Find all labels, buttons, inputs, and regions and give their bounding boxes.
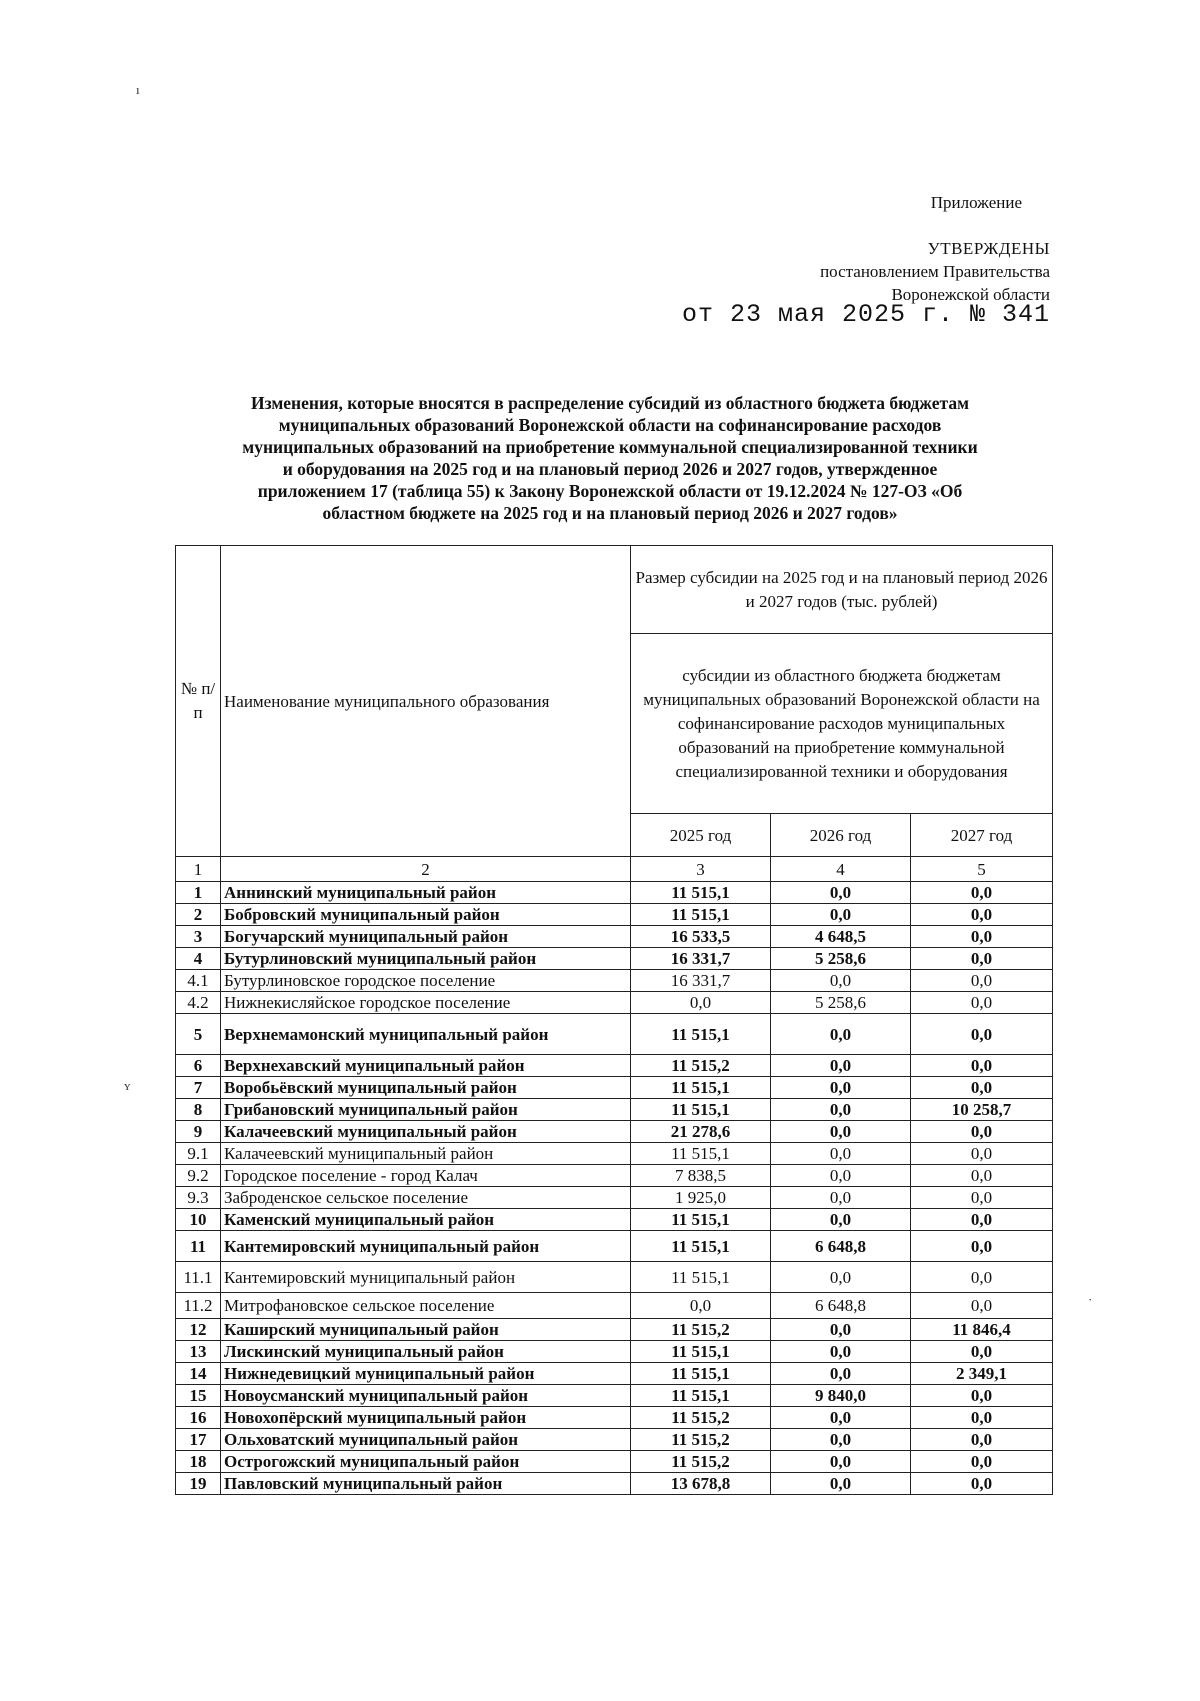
value-2026: 6 648,8 xyxy=(771,1231,911,1262)
row-name: Каменский муниципальный район xyxy=(221,1209,631,1231)
row-name: Лискинский муниципальный район xyxy=(221,1341,631,1363)
row-number: 11 xyxy=(176,1231,221,1262)
table-row xyxy=(176,1231,1053,1262)
value-2027: 0,0 xyxy=(911,1055,1053,1077)
year-header: 2025 год xyxy=(631,814,771,857)
value-2027: 0,0 xyxy=(911,926,1053,948)
table-row xyxy=(176,1209,1053,1231)
row-number: 7 xyxy=(176,1077,221,1099)
table-row xyxy=(176,1143,1053,1165)
value-2026: 0,0 xyxy=(771,1143,911,1165)
value-2025: 11 515,1 xyxy=(631,1143,771,1165)
table-row xyxy=(176,1077,1053,1099)
value-2027: 0,0 xyxy=(911,1209,1053,1231)
value-2027: 0,0 xyxy=(911,1121,1053,1143)
value-2027: 0,0 xyxy=(911,1341,1053,1363)
row-name: Грибановский муниципальный район xyxy=(221,1099,631,1121)
value-2025: 11 515,1 xyxy=(631,1231,771,1262)
table-row xyxy=(176,1385,1053,1407)
value-2027: 0,0 xyxy=(911,970,1053,992)
value-2025: 21 278,6 xyxy=(631,1121,771,1143)
subsidy-table xyxy=(175,545,1053,1495)
value-2026: 6 648,8 xyxy=(771,1293,911,1319)
value-2026: 0,0 xyxy=(771,1077,911,1099)
value-2025: 0,0 xyxy=(631,992,771,1014)
value-2027: 0,0 xyxy=(911,1451,1053,1473)
value-2025: 11 515,1 xyxy=(631,1077,771,1099)
subgroup-header: субсидии из областного бюджета бюджетам муниципальных образований Воронежской области на софинансирование расходов муниципальных образований на приобретение коммунальной специализированной техники и оборудования xyxy=(631,634,1053,814)
row-number: 13 xyxy=(176,1341,221,1363)
value-2025: 16 331,7 xyxy=(631,970,771,992)
col-name-header: Наименование муниципального образования xyxy=(221,546,631,857)
title-line: и оборудования на 2025 год и на плановый период 2026 и 2027 годов, утвержденное xyxy=(282,459,938,479)
group-header: Размер субсидии на 2025 год и на плановый период 2026 и 2027 годов (тыс. рублей) xyxy=(631,546,1053,634)
table-row xyxy=(176,1363,1053,1385)
value-2025: 11 515,1 xyxy=(631,1099,771,1121)
row-number: 15 xyxy=(176,1385,221,1407)
value-2027: 0,0 xyxy=(911,1429,1053,1451)
value-2027: 0,0 xyxy=(911,1231,1053,1262)
approved-word: УТВЕРЖДЕНЫ xyxy=(927,239,1050,258)
title-line: областном бюджете на 2025 год и на плановый период 2026 и 2027 годов» xyxy=(322,503,898,523)
value-2026: 0,0 xyxy=(771,1055,911,1077)
value-2027: 0,0 xyxy=(911,1077,1053,1099)
value-2026: 5 258,6 xyxy=(771,948,911,970)
table-row xyxy=(176,1165,1053,1187)
row-name: Ольховатский муниципальный район xyxy=(221,1429,631,1451)
table-row xyxy=(176,1187,1053,1209)
row-name: Нижнедевицкий муниципальный район xyxy=(221,1363,631,1385)
value-2026: 4 648,5 xyxy=(771,926,911,948)
row-number: 17 xyxy=(176,1429,221,1451)
value-2027: 0,0 xyxy=(911,1014,1053,1055)
title-line: Изменения, которые вносятся в распределение субсидий из областного бюджета бюджетам xyxy=(250,393,970,413)
title-line: муниципальных образований Воронежской области на софинансирование расходов xyxy=(278,415,942,435)
row-number: 3 xyxy=(176,926,221,948)
document-title xyxy=(180,392,1040,524)
value-2025: 11 515,1 xyxy=(631,882,771,904)
row-name: Заброденское сельское поселение xyxy=(221,1187,631,1209)
value-2027: 0,0 xyxy=(911,948,1053,970)
row-name: Бобровский муниципальный район xyxy=(221,904,631,926)
value-2025: 11 515,1 xyxy=(631,904,771,926)
approved-line-2: Воронежской области xyxy=(891,285,1050,304)
value-2025: 16 533,5 xyxy=(631,926,771,948)
approval-block xyxy=(820,237,1050,306)
column-index: 1 xyxy=(176,857,221,882)
col-number-header: № п/п xyxy=(176,546,221,857)
row-name: Новоусманский муниципальный район xyxy=(221,1385,631,1407)
row-number: 2 xyxy=(176,904,221,926)
value-2025: 11 515,2 xyxy=(631,1429,771,1451)
row-name: Аннинский муниципальный район xyxy=(221,882,631,904)
table-row xyxy=(176,904,1053,926)
table-row xyxy=(176,926,1053,948)
appendix-label: Приложение xyxy=(930,193,1022,212)
table-row xyxy=(176,1014,1053,1055)
value-2026: 0,0 xyxy=(771,1319,911,1341)
row-name: Новохопёрский муниципальный район xyxy=(221,1407,631,1429)
value-2026: 0,0 xyxy=(771,1165,911,1187)
value-2027: 0,0 xyxy=(911,1262,1053,1293)
title-line: муниципальных образований на приобретение коммунальной специализированной техники xyxy=(242,437,978,457)
row-name: Богучарский муниципальный район xyxy=(221,926,631,948)
column-index: 3 xyxy=(631,857,771,882)
row-name: Верхнехавский муниципальный район xyxy=(221,1055,631,1077)
table-row xyxy=(176,1099,1053,1121)
value-2026: 0,0 xyxy=(771,904,911,926)
row-name: Кантемировский муниципальный район xyxy=(221,1231,631,1262)
value-2026: 0,0 xyxy=(771,1014,911,1055)
row-number: 1 xyxy=(176,882,221,904)
row-name: Воробьёвский муниципальный район xyxy=(221,1077,631,1099)
table-row xyxy=(176,992,1053,1014)
row-name: Калачеевский муниципальный район xyxy=(221,1143,631,1165)
scan-mark-top: ı xyxy=(136,82,140,97)
value-2027: 0,0 xyxy=(911,1385,1053,1407)
value-2025: 16 331,7 xyxy=(631,948,771,970)
value-2027: 2 349,1 xyxy=(911,1363,1053,1385)
value-2026: 0,0 xyxy=(771,1099,911,1121)
row-number: 11.2 xyxy=(176,1293,221,1319)
decree-stamp: от 23 мая 2025 г. № 341 xyxy=(681,300,1050,329)
row-number: 9 xyxy=(176,1121,221,1143)
row-name: Кантемировский муниципальный район xyxy=(221,1262,631,1293)
value-2026: 0,0 xyxy=(771,1451,911,1473)
value-2027: 0,0 xyxy=(911,1293,1053,1319)
table-row xyxy=(176,1429,1053,1451)
value-2025: 0,0 xyxy=(631,1293,771,1319)
value-2027: 0,0 xyxy=(911,882,1053,904)
column-index-row xyxy=(176,857,1053,882)
column-index: 2 xyxy=(221,857,631,882)
value-2027: 0,0 xyxy=(911,1407,1053,1429)
value-2025: 11 515,1 xyxy=(631,1363,771,1385)
table-row xyxy=(176,948,1053,970)
row-number: 9.1 xyxy=(176,1143,221,1165)
table-row xyxy=(176,1055,1053,1077)
row-number: 19 xyxy=(176,1473,221,1495)
row-number: 11.1 xyxy=(176,1262,221,1293)
value-2025: 11 515,1 xyxy=(631,1262,771,1293)
value-2027: 0,0 xyxy=(911,1143,1053,1165)
value-2026: 5 258,6 xyxy=(771,992,911,1014)
table-row xyxy=(176,1121,1053,1143)
row-name: Бутурлиновское городское поселение xyxy=(221,970,631,992)
row-number: 9.3 xyxy=(176,1187,221,1209)
row-name: Каширский муниципальный район xyxy=(221,1319,631,1341)
value-2025: 1 925,0 xyxy=(631,1187,771,1209)
value-2027: 0,0 xyxy=(911,904,1053,926)
table-row xyxy=(176,882,1053,904)
value-2026: 0,0 xyxy=(771,1363,911,1385)
row-number: 6 xyxy=(176,1055,221,1077)
value-2026: 0,0 xyxy=(771,1121,911,1143)
value-2026: 9 840,0 xyxy=(771,1385,911,1407)
row-number: 4.1 xyxy=(176,970,221,992)
value-2027: 10 258,7 xyxy=(911,1099,1053,1121)
value-2027: 0,0 xyxy=(911,1473,1053,1495)
table-row xyxy=(176,1319,1053,1341)
value-2025: 11 515,2 xyxy=(631,1055,771,1077)
value-2027: 0,0 xyxy=(911,992,1053,1014)
row-name: Павловский муниципальный район xyxy=(221,1473,631,1495)
row-name: Бутурлиновский муниципальный район xyxy=(221,948,631,970)
row-number: 8 xyxy=(176,1099,221,1121)
row-number: 18 xyxy=(176,1451,221,1473)
table-row xyxy=(176,1293,1053,1319)
row-number: 12 xyxy=(176,1319,221,1341)
row-number: 4 xyxy=(176,948,221,970)
value-2027: 11 846,4 xyxy=(911,1319,1053,1341)
value-2026: 0,0 xyxy=(771,882,911,904)
table-row xyxy=(176,1407,1053,1429)
value-2026: 0,0 xyxy=(771,1262,911,1293)
value-2025: 11 515,1 xyxy=(631,1014,771,1055)
scan-mark-left: ʏ xyxy=(124,1078,131,1093)
row-name: Острогожский муниципальный район xyxy=(221,1451,631,1473)
title-line: приложением 17 (таблица 55) к Закону Воронежской области от 19.12.2024 № 127-ОЗ «Об xyxy=(257,481,963,501)
value-2026: 0,0 xyxy=(771,1187,911,1209)
header-row-1 xyxy=(176,546,1053,634)
row-number: 14 xyxy=(176,1363,221,1385)
year-header: 2027 год xyxy=(911,814,1053,857)
row-number: 4.2 xyxy=(176,992,221,1014)
value-2025: 11 515,2 xyxy=(631,1407,771,1429)
value-2026: 0,0 xyxy=(771,1473,911,1495)
value-2026: 0,0 xyxy=(771,1407,911,1429)
value-2026: 0,0 xyxy=(771,1209,911,1231)
row-number: 5 xyxy=(176,1014,221,1055)
table-row xyxy=(176,1341,1053,1363)
row-name: Верхнемамонский муниципальный район xyxy=(221,1014,631,1055)
value-2027: 0,0 xyxy=(911,1165,1053,1187)
table-row xyxy=(176,1451,1053,1473)
row-name: Городское поселение - город Калач xyxy=(221,1165,631,1187)
value-2027: 0,0 xyxy=(911,1187,1053,1209)
value-2025: 13 678,8 xyxy=(631,1473,771,1495)
value-2026: 0,0 xyxy=(771,1429,911,1451)
value-2025: 11 515,2 xyxy=(631,1319,771,1341)
row-number: 16 xyxy=(176,1407,221,1429)
value-2026: 0,0 xyxy=(771,1341,911,1363)
value-2025: 11 515,2 xyxy=(631,1451,771,1473)
table-row xyxy=(176,1262,1053,1293)
value-2025: 7 838,5 xyxy=(631,1165,771,1187)
row-name: Калачеевский муниципальный район xyxy=(221,1121,631,1143)
table-row xyxy=(176,1473,1053,1495)
value-2025: 11 515,1 xyxy=(631,1341,771,1363)
row-number: 9.2 xyxy=(176,1165,221,1187)
row-name: Митрофановское сельское поселение xyxy=(221,1293,631,1319)
column-index: 5 xyxy=(911,857,1053,882)
scan-mark-right: · xyxy=(1088,1292,1093,1307)
column-index: 4 xyxy=(771,857,911,882)
value-2025: 11 515,1 xyxy=(631,1385,771,1407)
value-2026: 0,0 xyxy=(771,970,911,992)
year-header: 2026 год xyxy=(771,814,911,857)
table-row xyxy=(176,970,1053,992)
row-number: 10 xyxy=(176,1209,221,1231)
value-2025: 11 515,1 xyxy=(631,1209,771,1231)
row-name: Нижнекисляйское городское поселение xyxy=(221,992,631,1014)
approved-line-1: постановлением Правительства xyxy=(820,262,1050,281)
